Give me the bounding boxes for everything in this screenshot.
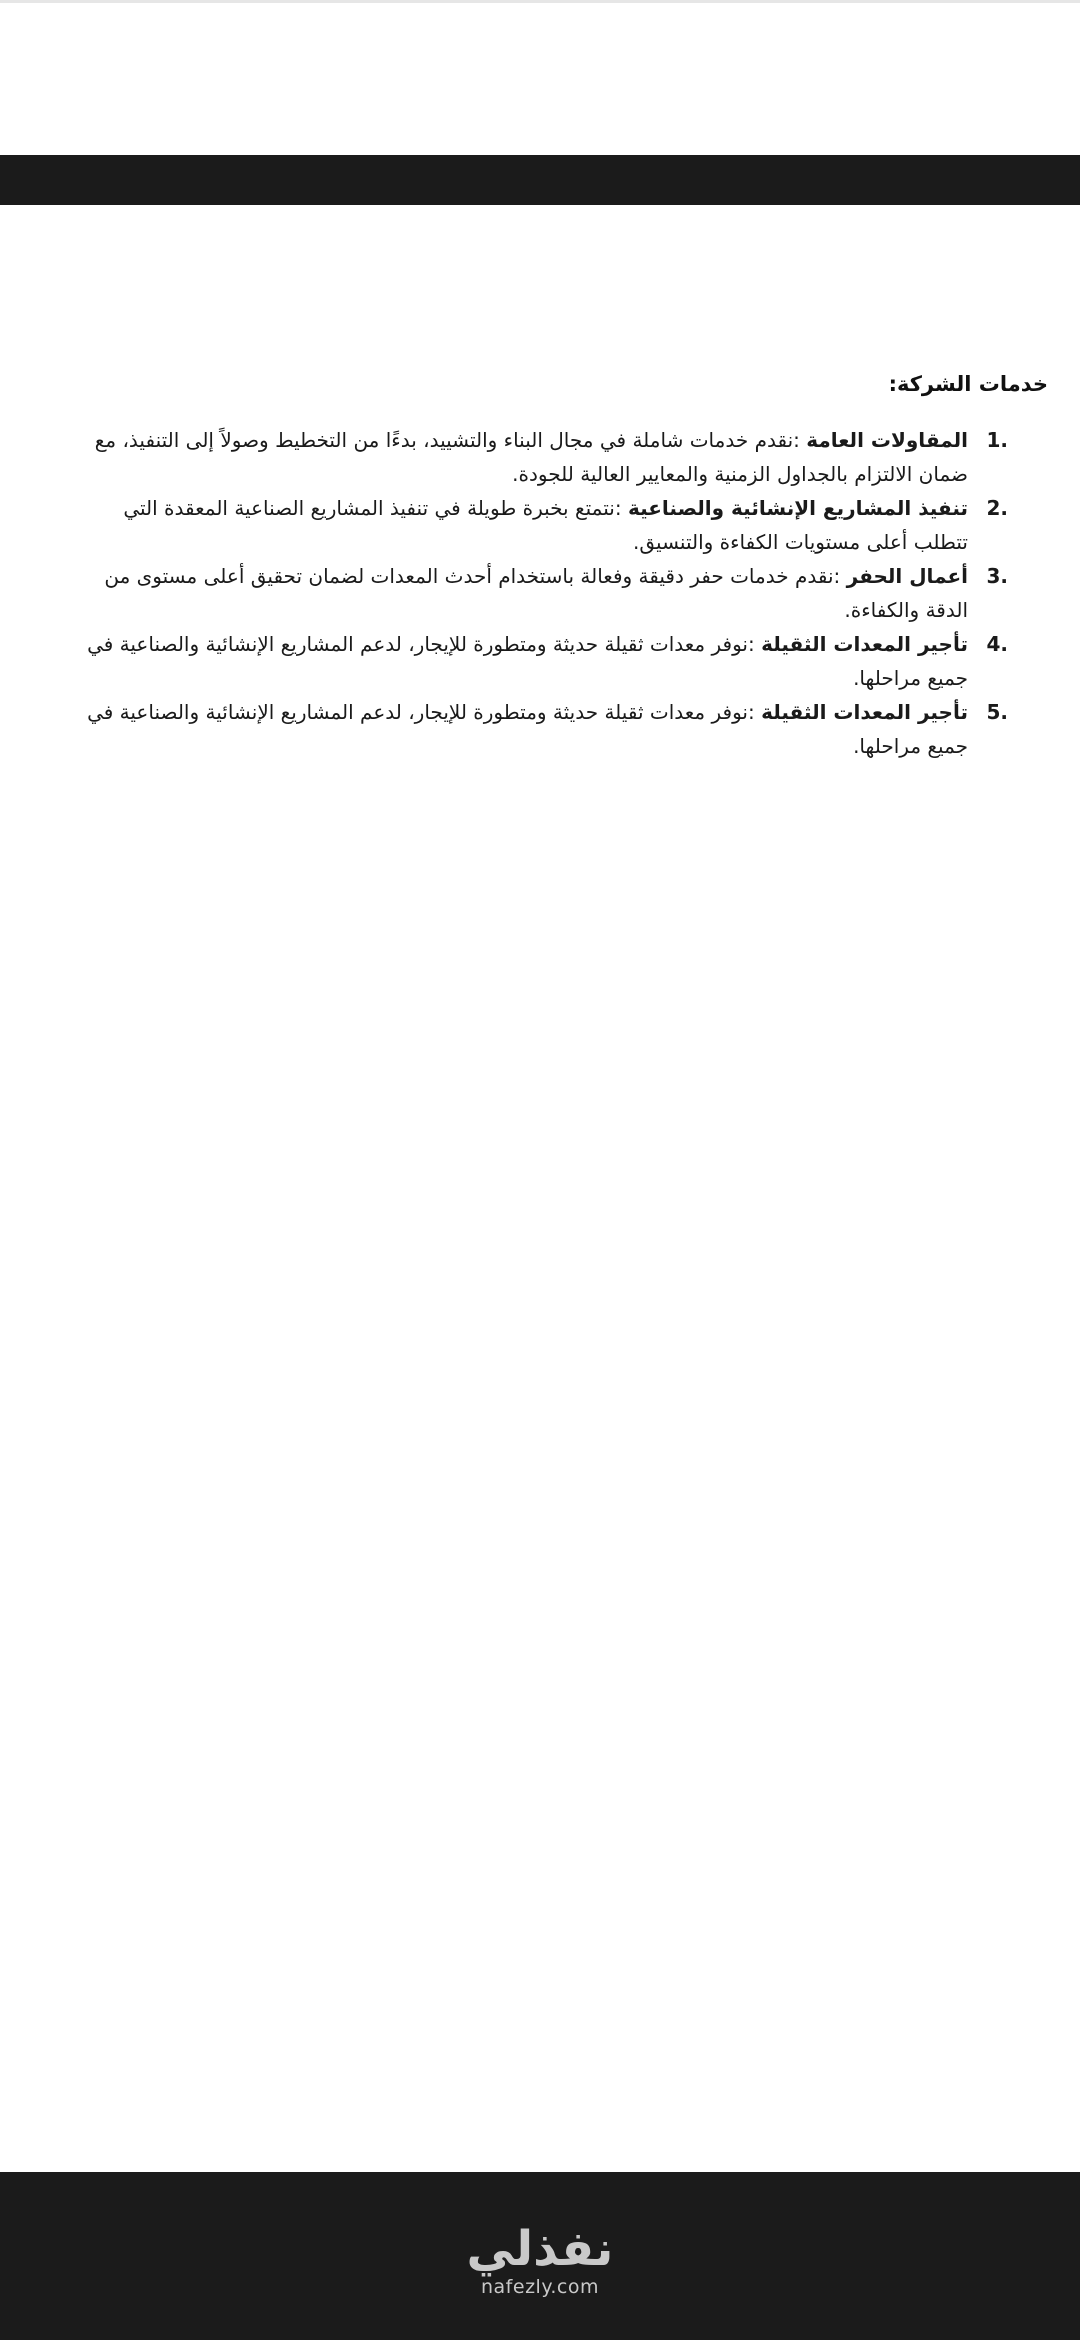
- service-title: المقاولات العامة: [806, 428, 968, 452]
- logo-wordmark: نفذلي: [466, 2221, 614, 2277]
- service-number: 4.: [986, 632, 1008, 656]
- service-number: 2.: [986, 496, 1008, 520]
- service-number: 1.: [986, 428, 1008, 452]
- service-item-3: [78, 559, 1008, 627]
- service-item-4: [78, 627, 1008, 695]
- service-number: 5.: [986, 700, 1008, 724]
- service-description: :نوفر معدات ثقيلة حديثة ومتطورة للإيجار، لدعم المشاريع الإنشائية والصناعية في جميع مراحلها.: [87, 700, 968, 758]
- service-title: تأجير المعدات الثقيلة: [761, 632, 968, 656]
- logo-domain: nafezly.com: [481, 2276, 599, 2298]
- service-title: تأجير المعدات الثقيلة: [761, 700, 968, 724]
- service-number: 3.: [986, 564, 1008, 588]
- service-description: :نقدم خدمات حفر دقيقة وفعالة باستخدام أحدث المعدات لضمان تحقيق أعلى مستوى من الدقة والكفاءة.: [104, 564, 968, 622]
- service-item-5: [78, 695, 1008, 763]
- services-list: [78, 423, 1008, 763]
- service-description: :نقدم خدمات شاملة في مجال البناء والتشييد، بدءًا من التخطيط وصولاً إلى التنفيذ، مع ضمان الالتزام بالجداول الزمنية والمعايير العالية للجودة.: [94, 428, 968, 486]
- service-item-1: [78, 423, 1008, 491]
- service-description: :نتمتع بخبرة طويلة في تنفيذ المشاريع الصناعية المعقدة التي تتطلب أعلى مستويات الكفاءة والتنسيق.: [123, 496, 968, 554]
- nafezly-logo[interactable]: [0, 2172, 1080, 2298]
- services-heading: خدمات الشركة:: [888, 372, 1048, 396]
- service-title: أعمال الحفر: [846, 564, 968, 588]
- service-item-2: [78, 491, 1008, 559]
- service-title: تنفيذ المشاريع الإنشائية والصناعية: [627, 496, 968, 520]
- service-description: :نوفر معدات ثقيلة حديثة ومتطورة للإيجار، لدعم المشاريع الإنشائية والصناعية في جميع مراحلها.: [87, 632, 968, 690]
